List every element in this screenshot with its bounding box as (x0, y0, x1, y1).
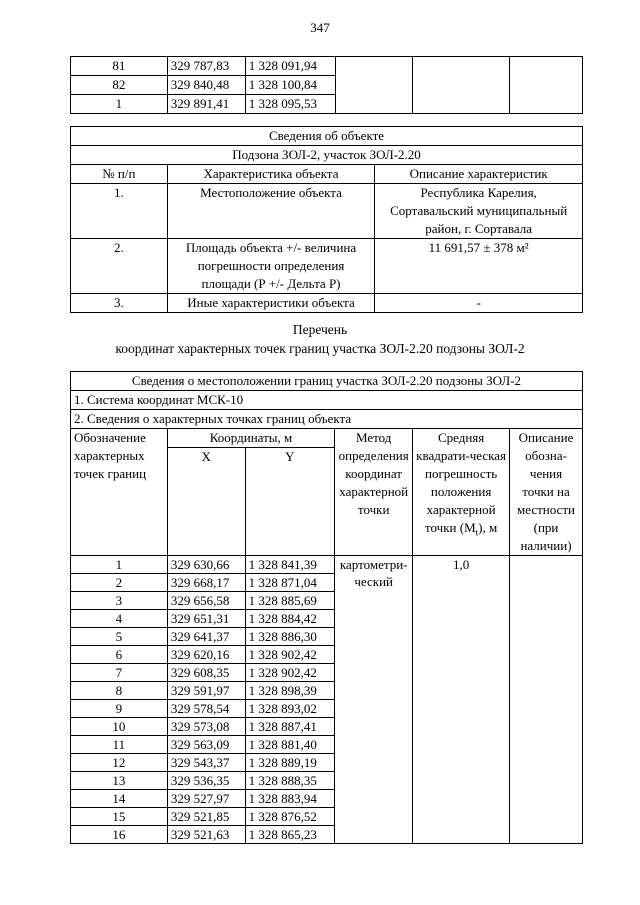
point-number: 14 (71, 790, 168, 808)
point-number: 13 (71, 772, 168, 790)
coord-y: 1 328 902,42 (245, 646, 335, 664)
point-number: 3 (71, 592, 168, 610)
point-number: 11 (71, 736, 168, 754)
header-error-prefix: Средняя квадрати-ческая погрешность положения характерной точки (M (416, 430, 507, 535)
coord-y: 1 328 841,39 (245, 556, 335, 574)
header-coordinates: Координаты, м (167, 429, 334, 448)
coord-x: 329 521,85 (167, 808, 245, 826)
coord-y: 1 328 876,52 (245, 808, 335, 826)
error-value: 1,0 (413, 556, 510, 844)
object-info-table (70, 126, 583, 313)
coord-x: 329 620,16 (167, 646, 245, 664)
method-cell (335, 57, 413, 114)
coords-table-title: Сведения о местоположении границ участка ЗОЛ-2.20 подзоны ЗОЛ-2 (71, 372, 583, 391)
table-header-row (71, 165, 583, 184)
coord-y: 1 328 898,39 (245, 682, 335, 700)
point-number: 2 (71, 574, 168, 592)
table-header-row (71, 429, 583, 448)
points-section-title: 2. Сведения о характерных точках границ объекта (71, 410, 583, 429)
row-description: - (375, 294, 583, 313)
header-y: Y (245, 448, 335, 556)
row-number: 2. (71, 239, 168, 294)
coord-x: 329 641,37 (167, 628, 245, 646)
coord-x: 329 651,31 (167, 610, 245, 628)
coord-x: 329 527,97 (167, 790, 245, 808)
header-number: № п/п (71, 165, 168, 184)
header-error (413, 429, 510, 556)
row-characteristic: Местоположение объекта (167, 184, 375, 239)
coord-y: 1 328 884,42 (245, 610, 335, 628)
header-description: Описание характеристик (375, 165, 583, 184)
coords-continuation-table (70, 56, 583, 114)
coord-x: 329 787,83 (167, 57, 245, 76)
coord-x: 329 608,35 (167, 664, 245, 682)
object-table-title: Сведения об объекте (71, 127, 583, 146)
coord-x: 329 591,97 (167, 682, 245, 700)
header-x: X (167, 448, 245, 556)
coord-y: 1 328 095,53 (245, 95, 335, 114)
header-method: Метод определения координат характерной точки (335, 429, 413, 556)
coord-y: 1 328 885,69 (245, 592, 335, 610)
coord-x: 329 578,54 (167, 700, 245, 718)
point-description-value (510, 556, 583, 844)
table-row (71, 57, 583, 76)
coord-x: 329 573,08 (167, 718, 245, 736)
table-row (71, 184, 583, 239)
coord-x: 329 536,35 (167, 772, 245, 790)
coord-x: 329 668,17 (167, 574, 245, 592)
list-heading-subtitle: координат характерных точек границ участка ЗОЛ-2.20 подзоны ЗОЛ-2 (115, 341, 525, 356)
coord-y: 1 328 100,84 (245, 76, 335, 95)
row-number: 3. (71, 294, 168, 313)
error-cell (413, 57, 510, 114)
point-number: 8 (71, 682, 168, 700)
coordinate-system: 1. Система координат МСК-10 (71, 391, 583, 410)
coord-x: 329 630,66 (167, 556, 245, 574)
page-number: 347 (310, 20, 330, 35)
list-heading-title: Перечень (292, 322, 348, 337)
row-characteristic: Иные характеристики объекта (167, 294, 375, 313)
table-row (71, 556, 583, 574)
coord-x: 329 543,37 (167, 754, 245, 772)
description-cell (510, 57, 583, 114)
table-row (71, 294, 583, 313)
coord-x: 329 840,48 (167, 76, 245, 95)
point-number: 15 (71, 808, 168, 826)
row-description: Республика Карелия, Сортавальский муниципальный район, г. Сортавала (375, 184, 583, 239)
coord-y: 1 328 893,02 (245, 700, 335, 718)
point-number: 1 (71, 95, 168, 114)
point-number: 12 (71, 754, 168, 772)
boundary-points-table (70, 371, 583, 844)
coord-y: 1 328 887,41 (245, 718, 335, 736)
point-number: 1 (71, 556, 168, 574)
header-error-suffix: ), м (478, 520, 498, 535)
coord-x: 329 656,58 (167, 592, 245, 610)
coord-y: 1 328 091,94 (245, 57, 335, 76)
row-characteristic: Площадь объекта +/- величина погрешности определения площади (Р +/- Дельта Р) (167, 239, 375, 294)
point-number: 82 (71, 76, 168, 95)
header-designation: Обозначение характерных точек границ (71, 429, 168, 556)
coord-y: 1 328 883,94 (245, 790, 335, 808)
coord-x: 329 521,63 (167, 826, 245, 844)
coord-y: 1 328 871,04 (245, 574, 335, 592)
point-number: 16 (71, 826, 168, 844)
point-number: 81 (71, 57, 168, 76)
point-number: 4 (71, 610, 168, 628)
row-number: 1. (71, 184, 168, 239)
point-number: 6 (71, 646, 168, 664)
point-number: 10 (71, 718, 168, 736)
coord-x: 329 563,09 (167, 736, 245, 754)
coord-y: 1 328 865,23 (245, 826, 335, 844)
coord-y: 1 328 889,19 (245, 754, 335, 772)
coord-y: 1 328 881,40 (245, 736, 335, 754)
table-row (71, 239, 583, 294)
header-point-description: Описание обозна-чения точки на местности (при наличии) (510, 429, 583, 556)
point-number: 9 (71, 700, 168, 718)
header-characteristic: Характеристика объекта (167, 165, 375, 184)
coord-y: 1 328 886,30 (245, 628, 335, 646)
point-number: 5 (71, 628, 168, 646)
header-error-subscript: t (475, 527, 479, 538)
object-table-subtitle: Подзона ЗОЛ-2, участок ЗОЛ-2.20 (71, 146, 583, 165)
coord-y: 1 328 902,42 (245, 664, 335, 682)
coord-x: 329 891,41 (167, 95, 245, 114)
coord-y: 1 328 888,35 (245, 772, 335, 790)
point-number: 7 (71, 664, 168, 682)
method-value: картометри-ческий (335, 556, 413, 844)
row-description: 11 691,57 ± 378 м² (375, 239, 583, 294)
